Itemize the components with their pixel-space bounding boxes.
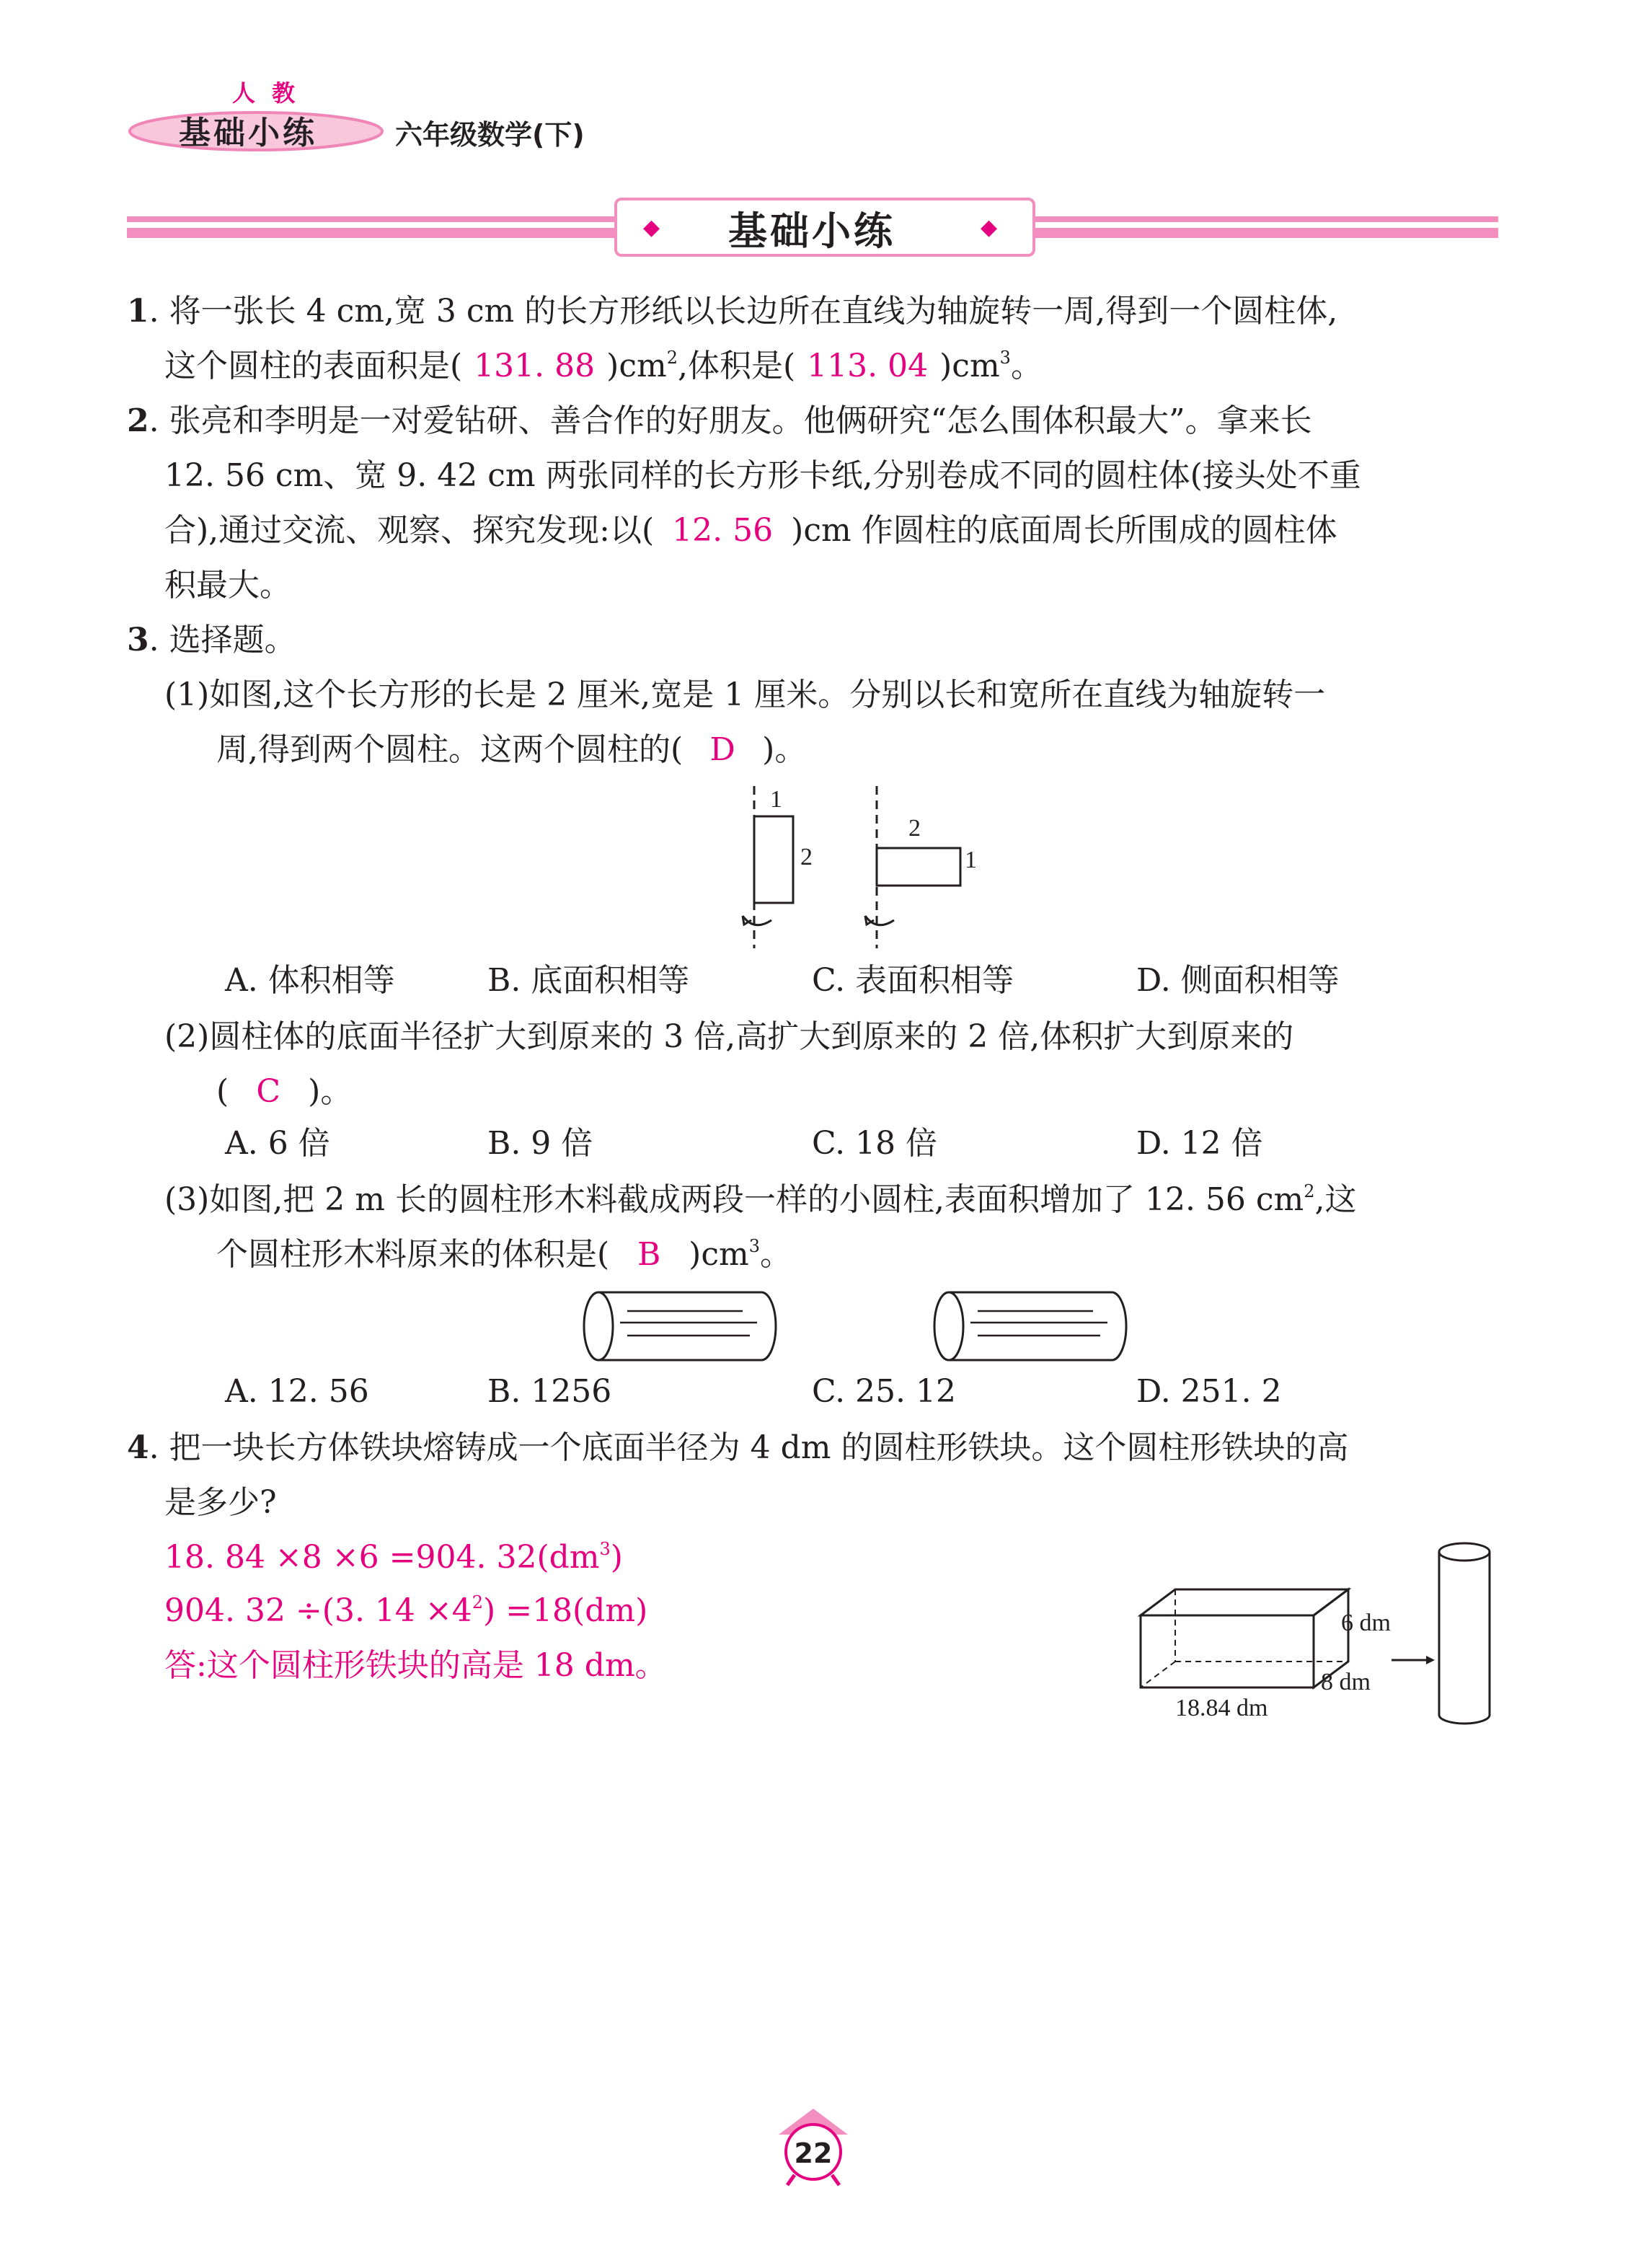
diamond-left-icon: ◆ bbox=[643, 215, 660, 240]
q3-3-option-d: D. 251. 2 bbox=[1136, 1373, 1282, 1410]
q4-number: 4 bbox=[127, 1429, 149, 1466]
title-bar-right-line-2 bbox=[1035, 228, 1498, 238]
header-series-name: 基础小练 bbox=[179, 115, 317, 151]
q3-1-line2a: 周,得到两个圆柱。这两个圆柱的( bbox=[216, 731, 684, 768]
section-title: 基础小练 bbox=[728, 208, 895, 254]
q2-line3b: )cm 作圆柱的底面周长所围成的圆柱体 bbox=[791, 512, 1337, 549]
title-bar-right-line-1 bbox=[1035, 216, 1498, 222]
q4-solution-1-sup: 3 bbox=[599, 1539, 611, 1559]
q3-3-line2c: 。 bbox=[759, 1236, 792, 1273]
q3-2-option-d: D. 12 倍 bbox=[1136, 1125, 1263, 1162]
q1-sup3: 3 bbox=[999, 348, 1011, 368]
q3-3-line2b: )cm bbox=[689, 1236, 749, 1273]
q1-number: 1 bbox=[127, 293, 149, 330]
q3-1-option-c: C. 表面积相等 bbox=[812, 962, 1014, 999]
fig1-label-length: 2 bbox=[800, 844, 813, 870]
q4-solution-2a: 904. 32 ÷(3. 14 ×4 bbox=[164, 1592, 472, 1629]
cylinder bbox=[1439, 1543, 1490, 1724]
fig1-label-width: 1 bbox=[770, 786, 782, 813]
log-2 bbox=[934, 1292, 1126, 1360]
q1-sup2: 2 bbox=[666, 348, 678, 368]
fig2-label-width: 1 bbox=[965, 847, 977, 873]
q1-answer-volume: 113. 04 bbox=[807, 348, 929, 384]
q2-line1: . 张亮和李明是一对爱钻研、善合作的好朋友。他俩研究“怎么围体积最大”。拿来长 bbox=[149, 402, 1312, 439]
q4-solution-1b: ) bbox=[610, 1539, 623, 1576]
q3-3-line2-sup: 3 bbox=[748, 1236, 760, 1256]
q4-line1: . 把一块长方体铁块熔铸成一个底面半径为 4 dm 的圆柱形铁块。这个圆柱形铁块的高 bbox=[149, 1429, 1349, 1466]
q1-line2a: 这个圆柱的表面积是( bbox=[164, 348, 463, 384]
q3-3-answer: B bbox=[637, 1236, 661, 1273]
q3-1-option-b: B. 底面积相等 bbox=[487, 962, 690, 999]
q3-3-option-a: A. 12. 56 bbox=[225, 1373, 369, 1410]
q4-answer-sentence: 答:这个圆柱形铁块的高是 18 dm。 bbox=[164, 1647, 667, 1684]
rect-tall bbox=[754, 816, 793, 903]
q3-3-option-b: B. 1256 bbox=[487, 1373, 612, 1410]
q1-answer-surface-area: 131. 88 bbox=[474, 348, 596, 384]
q1-line2e: 。 bbox=[1010, 348, 1043, 384]
q3-1-rotation-figure bbox=[721, 779, 1024, 959]
q2-line3a: 合),通过交流、观察、探究发现:以( bbox=[164, 512, 655, 549]
header-book-title: 六年级数学(下) bbox=[395, 119, 585, 151]
q2-line4: 积最大。 bbox=[164, 567, 291, 604]
q3-1-answer: D bbox=[709, 731, 735, 768]
q3-3-logs-figure bbox=[577, 1285, 1154, 1372]
q2-line2: 12. 56 cm、宽 9. 42 cm 两张同样的长方形卡纸,分别卷成不同的圆柱体(接头处不重 bbox=[164, 457, 1361, 494]
q3-1-line2b: )。 bbox=[762, 731, 807, 768]
cuboid bbox=[1141, 1589, 1348, 1687]
q1-line2b: )cm bbox=[606, 348, 667, 384]
page-number: 22 bbox=[794, 2137, 833, 2169]
q3-3-line2a: 个圆柱形木料原来的体积是( bbox=[216, 1236, 610, 1273]
rect-wide bbox=[877, 848, 960, 886]
q3-3-line1a: (3)如图,把 2 m 长的圆柱形木料截成两段一样的小圆柱,表面积增加了 12. 56 cm bbox=[164, 1181, 1304, 1218]
q4-label-width: 8 dm bbox=[1321, 1669, 1371, 1695]
q3-1-option-d: D. 侧面积相等 bbox=[1136, 962, 1340, 999]
q4-line2: 是多少? bbox=[164, 1484, 277, 1521]
header-series-top: 人 教 bbox=[232, 79, 300, 107]
q3-2-line2a: ( bbox=[216, 1073, 229, 1110]
q4-label-length: 18.84 dm bbox=[1175, 1695, 1268, 1721]
q3-1-option-a: A. 体积相等 bbox=[225, 962, 395, 999]
q3-title: . 选择题。 bbox=[149, 622, 296, 658]
q3-2-line2b: )。 bbox=[308, 1073, 353, 1110]
q4-solution-2b: ) =18(dm) bbox=[483, 1592, 648, 1629]
title-bar-left-line-1 bbox=[127, 216, 617, 222]
arrow-right-icon bbox=[1392, 1656, 1435, 1664]
q1-line2d: )cm bbox=[939, 348, 1000, 384]
q1-line2c: ,体积是( bbox=[677, 348, 796, 384]
log-1 bbox=[584, 1292, 776, 1360]
q3-3-line1b: ,这 bbox=[1314, 1181, 1357, 1218]
q4-solution-2-sup: 2 bbox=[472, 1592, 484, 1612]
fig2-label-length: 2 bbox=[908, 815, 921, 842]
q3-2-option-a: A. 6 倍 bbox=[225, 1125, 330, 1162]
q3-1-line1: (1)如图,这个长方形的长是 2 厘米,宽是 1 厘米。分别以长和宽所在直线为轴旋转一 bbox=[164, 676, 1326, 713]
q3-2-option-c: C. 18 倍 bbox=[812, 1125, 938, 1162]
q1-line1: . 将一张长 4 cm,宽 3 cm 的长方形纸以长边所在直线为轴旋转一周,得到一个圆柱体, bbox=[149, 293, 1338, 330]
title-bar-left-line-2 bbox=[127, 228, 617, 238]
q3-2-line1: (2)圆柱体的底面半径扩大到原来的 3 倍,高扩大到原来的 2 倍,体积扩大到原来的 bbox=[164, 1018, 1294, 1055]
q3-3-line1-sup: 2 bbox=[1304, 1181, 1315, 1201]
q2-answer: 12. 56 bbox=[672, 512, 774, 549]
q3-2-answer: C bbox=[256, 1073, 280, 1110]
q3-number: 3 bbox=[127, 622, 149, 658]
q2-number: 2 bbox=[127, 402, 149, 439]
q4-label-height: 6 dm bbox=[1341, 1610, 1391, 1636]
q3-3-option-c: C. 25. 12 bbox=[812, 1373, 957, 1410]
q3-2-option-b: B. 9 倍 bbox=[487, 1125, 593, 1162]
q4-solution-1a: 18. 84 ×8 ×6 =904. 32(dm bbox=[164, 1539, 600, 1576]
diamond-right-icon: ◆ bbox=[981, 215, 998, 240]
